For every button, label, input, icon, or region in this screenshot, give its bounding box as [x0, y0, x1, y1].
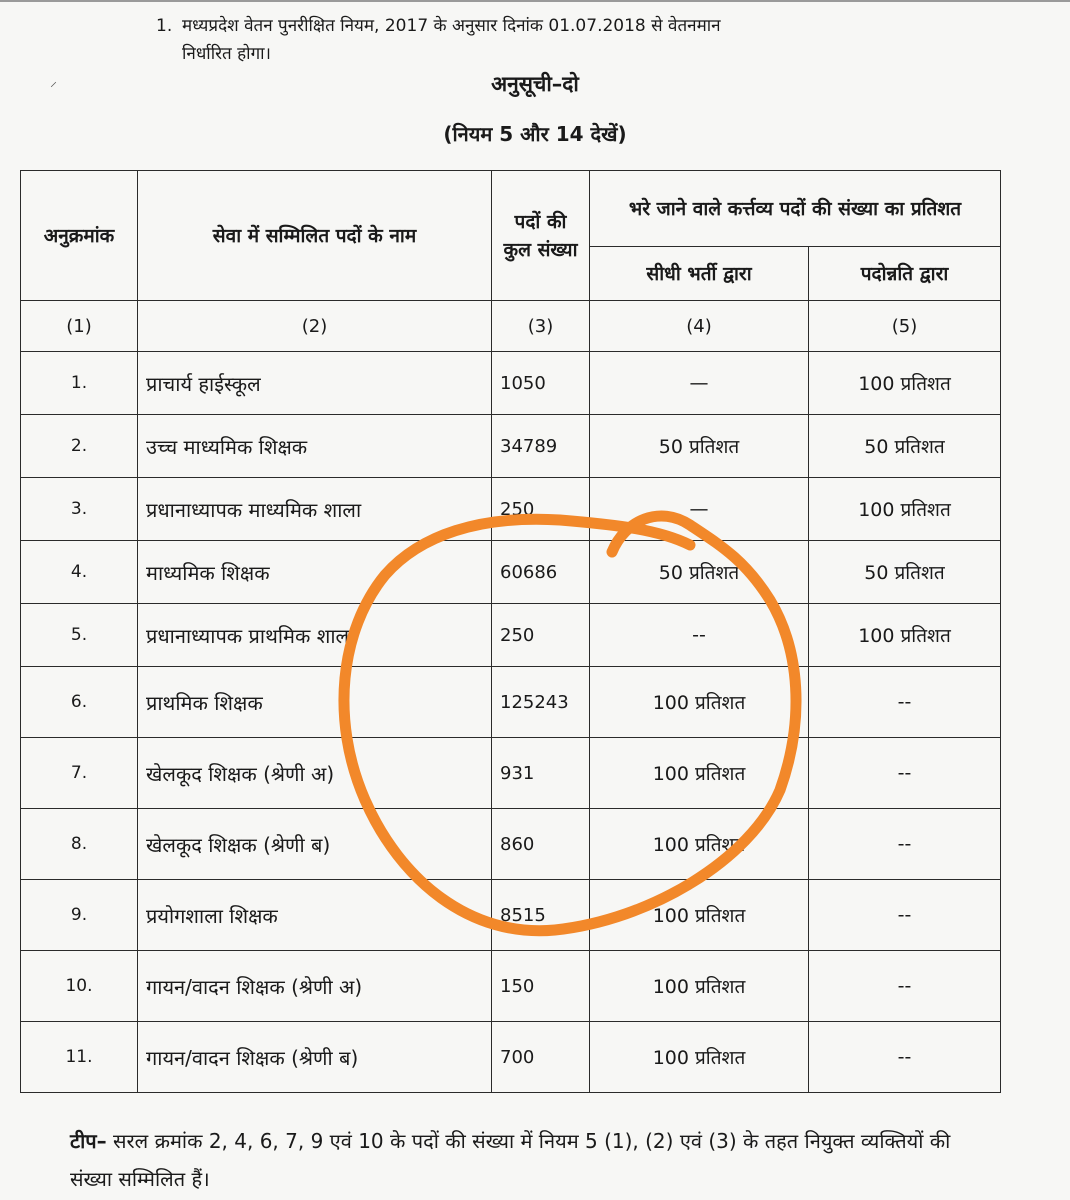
cell-promotion: -- [809, 1022, 1001, 1093]
cell-total: 860 [492, 809, 590, 880]
header-percentage-group: भरे जाने वाले कर्त्तव्य पदों की संख्या का प्रतिशत [590, 171, 1001, 247]
cell-post-name: गायन/वादन शिक्षक (श्रेणी अ) [138, 951, 492, 1022]
cell-direct: 100 प्रतिशत [590, 880, 809, 951]
cell-direct: -- [590, 604, 809, 667]
pen-mark: ⸝ [50, 74, 57, 90]
cell-post-name: प्रधानाध्यापक माध्यमिक शाला [138, 478, 492, 541]
table-row [21, 809, 1001, 880]
cell-serial: 1. [21, 352, 138, 415]
cell-promotion: 50 प्रतिशत [809, 541, 1001, 604]
cell-direct: 100 प्रतिशत [590, 1022, 809, 1093]
footnote [70, 1122, 970, 1198]
table-row [21, 1022, 1001, 1093]
cell-total: 150 [492, 951, 590, 1022]
cell-total: 250 [492, 478, 590, 541]
column-number: (3) [492, 301, 590, 352]
table-row [21, 541, 1001, 604]
cell-total: 125243 [492, 667, 590, 738]
cell-post-name: खेलकूद शिक्षक (श्रेणी अ) [138, 738, 492, 809]
cell-promotion: -- [809, 880, 1001, 951]
cell-direct: 100 प्रतिशत [590, 809, 809, 880]
column-number: (4) [590, 301, 809, 352]
cell-direct: 50 प्रतिशत [590, 541, 809, 604]
cell-serial: 4. [21, 541, 138, 604]
cell-total: 8515 [492, 880, 590, 951]
cell-serial: 6. [21, 667, 138, 738]
header-post-names: सेवा में सम्मिलित पदों के नाम [138, 171, 492, 301]
cell-post-name: गायन/वादन शिक्षक (श्रेणी ब) [138, 1022, 492, 1093]
cell-total: 250 [492, 604, 590, 667]
cell-total: 931 [492, 738, 590, 809]
table-row [21, 951, 1001, 1022]
cell-direct: 50 प्रतिशत [590, 415, 809, 478]
column-number: (5) [809, 301, 1001, 352]
cell-promotion: -- [809, 809, 1001, 880]
cell-serial: 10. [21, 951, 138, 1022]
cell-promotion: -- [809, 951, 1001, 1022]
cell-serial: 7. [21, 738, 138, 809]
table-row [21, 478, 1001, 541]
footnote-label: टीप– [70, 1129, 107, 1153]
table-row [21, 352, 1001, 415]
cell-serial: 5. [21, 604, 138, 667]
cell-serial: 9. [21, 880, 138, 951]
column-number: (2) [138, 301, 492, 352]
footnote-text: सरल क्रमांक 2, 4, 6, 7, 9 एवं 10 के पदों की संख्या में नियम 5 (1), (2) एवं (3) के तहत नियुक्त व्यक्तियों की संख्या सम्मिलित हैं। [70, 1129, 951, 1191]
cell-serial: 11. [21, 1022, 138, 1093]
header-promotion: पदोन्नति द्वारा [809, 247, 1001, 301]
header-serial: अनुक्रमांक [21, 171, 138, 301]
cell-total: 34789 [492, 415, 590, 478]
cell-direct: 100 प्रतिशत [590, 951, 809, 1022]
column-number: (1) [21, 301, 138, 352]
schedule-table [20, 170, 1001, 1093]
cell-serial: 2. [21, 415, 138, 478]
top-note [156, 12, 946, 68]
schedule-subtitle: (नियम 5 और 14 देखें) [443, 122, 627, 146]
column-number-row [21, 301, 1001, 352]
header-total-posts: पदों की कुल संख्या [492, 171, 590, 301]
top-note-line2: निर्धारित होगा। [182, 44, 271, 64]
table-row [21, 415, 1001, 478]
table-row [21, 880, 1001, 951]
top-note-number: 1. [156, 16, 173, 36]
cell-promotion: -- [809, 738, 1001, 809]
cell-total: 1050 [492, 352, 590, 415]
cell-direct: — [590, 478, 809, 541]
cell-direct: — [590, 352, 809, 415]
cell-promotion: 100 प्रतिशत [809, 604, 1001, 667]
cell-total: 700 [492, 1022, 590, 1093]
cell-post-name: प्रधानाध्यापक प्राथमिक शाला [138, 604, 492, 667]
cell-promotion: 100 प्रतिशत [809, 352, 1001, 415]
table-row [21, 667, 1001, 738]
cell-serial: 8. [21, 809, 138, 880]
cell-direct: 100 प्रतिशत [590, 738, 809, 809]
header-direct-recruitment: सीधी भर्ती द्वारा [590, 247, 809, 301]
top-note-text: मध्यप्रदेश वेतन पुनरीक्षित नियम, 2017 के अनुसार दिनांक 01.07.2018 से वेतनमान [182, 16, 721, 36]
table-row [21, 738, 1001, 809]
table-row [21, 604, 1001, 667]
cell-post-name: उच्च माध्यमिक शिक्षक [138, 415, 492, 478]
cell-serial: 3. [21, 478, 138, 541]
cell-post-name: प्रयोगशाला शिक्षक [138, 880, 492, 951]
cell-promotion: 100 प्रतिशत [809, 478, 1001, 541]
cell-direct: 100 प्रतिशत [590, 667, 809, 738]
cell-total: 60686 [492, 541, 590, 604]
cell-promotion: 50 प्रतिशत [809, 415, 1001, 478]
cell-post-name: खेलकूद शिक्षक (श्रेणी ब) [138, 809, 492, 880]
cell-promotion: -- [809, 667, 1001, 738]
cell-post-name: माध्यमिक शिक्षक [138, 541, 492, 604]
top-note-line1 [156, 12, 946, 40]
cell-post-name: प्राचार्य हाईस्कूल [138, 352, 492, 415]
schedule-title: अनुसूची–दो [491, 72, 579, 96]
cell-post-name: प्राथमिक शिक्षक [138, 667, 492, 738]
page-top-edge [0, 0, 1070, 2]
